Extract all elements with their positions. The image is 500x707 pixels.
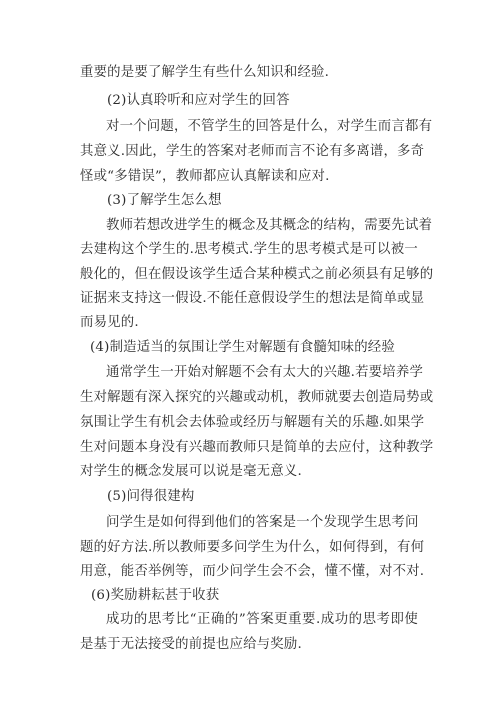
section-heading: (4)制造适当的氛围让学生对解题有食髓知味的经验 <box>90 340 395 355</box>
text-line: 般化的，但在假设该学生适合某种模式之前必须县有足够的 <box>80 267 434 282</box>
text-line: 生对解题有深入探究的兴趣或动机，教师就要去创造局势或 <box>80 390 434 405</box>
text-line: 氛围让学生有机会去体验或经历与解题有关的乐趣.如果学 <box>80 415 425 430</box>
section-heading: (2)认真聆听和应对学生的回答 <box>107 93 290 108</box>
section-heading: (3)了解学生怎么想 <box>107 193 222 208</box>
text-line: 题的好方法.所以教师要多问学生为什么，如何得到，有何 <box>80 540 425 555</box>
text-line: 对学生的概念发展可以说是毫无意义. <box>80 464 302 479</box>
text-line: 成功的思考比“正确的”答案更重要.成功的思考即使 <box>106 612 418 627</box>
text-line: 证据来支持这一假设.不能任意假设学生的想法是简单或显 <box>80 291 425 306</box>
section-heading: (6)奖励耕耘甚于收获 <box>91 588 220 603</box>
text-line: 对一个问题，不管学生的回答是什么，对学生而言都有 <box>106 119 433 134</box>
text-line: 问学生是如何得到他们的答案是一个发现学生思考问 <box>106 515 419 530</box>
text-line: 是基于无法接受的前提也应给与奖励. <box>80 637 302 652</box>
text-line: 去建构这个学生的.思考模式.学生的思考模式是可以被一 <box>80 242 418 257</box>
text-line: 其意义.因此，学生的答案对老师而言不论有多离谱，多奇 <box>80 144 425 159</box>
text-line: 用意，能否举例等，而少问学生会不会，懂不懂，对不对. <box>80 564 425 579</box>
text-line: 教师若想改进学生的概念及其概念的结构，需要先试着 <box>106 218 433 233</box>
text-line: 通常学生一开始对解题不会有太大的兴趣.若要培养学 <box>106 365 424 380</box>
text-line: 而易见的. <box>80 315 139 330</box>
text-line: 怪或“多错误”，教师都应认真解读和应对. <box>80 169 330 184</box>
text-line: 重要的是要了解学生有些什么知识和经验. <box>80 65 330 80</box>
section-heading: (5)问得很建构 <box>107 489 195 504</box>
text-line: 生对问题本身没有兴趣而教师只是简单的去应付，这种教学 <box>80 440 434 455</box>
